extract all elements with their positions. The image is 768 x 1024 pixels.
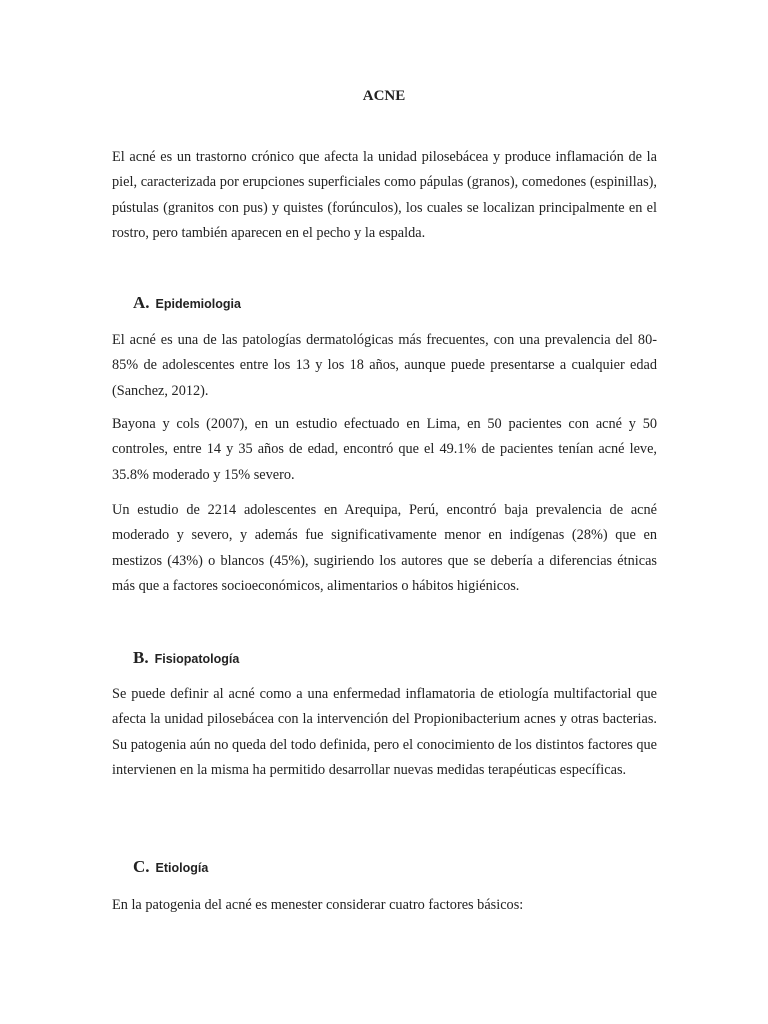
section-a-heading: [133, 293, 241, 313]
section-c-paragraph-1: En la patogenia del acné es menester considerar cuatro factores básicos:: [112, 897, 524, 913]
section-b-title: Fisiopatología: [154, 652, 240, 666]
section-b-letter: B.: [133, 648, 149, 667]
section-a-paragraph-2: Bayona y cols (2007), en un estudio efectuado en Lima, en 50 pacientes con acné y 50 controles, entre 14 y 35 años de edad, encontró que el 49.1% de pacientes tenían acné leve, 35.8% moderado y 15% severo.: [112, 416, 657, 483]
section-c-title: Etiología: [155, 861, 209, 875]
section-a-title: Epidemiologia: [155, 297, 241, 311]
section-a-letter: A.: [133, 293, 150, 312]
section-a-paragraph-3: Un estudio de 2214 adolescentes en Arequipa, Perú, encontró baja prevalencia de acné moderado y severo, y además fue significativamente menor en indígenas (28%) que en mestizos (43%) o blancos (45%), sugiriendo los autores que se debería a diferencias étnicas más que a factores socioeconómicos, alimentarios o hábitos higiénicos.: [112, 502, 657, 594]
section-c-letter: C.: [133, 857, 150, 876]
section-c-heading: [133, 857, 208, 877]
intro-paragraph: El acné es un trastorno crónico que afecta la unidad pilosebácea y produce inflamación de la piel, caracterizada por erupciones superficiales como pápulas (granos), comedones (espinillas), pústulas (granitos con pus) y quistes (forúnculos), los cuales se localizan principalmente en el rostro, pero también aparecen en el pecho y la espalda.: [112, 149, 657, 241]
section-b-heading: [133, 648, 239, 668]
document-title: ACNE: [362, 88, 406, 104]
section-b-paragraph-1: Se puede definir al acné como a una enfermedad inflamatoria de etiología multifactorial que afecta la unidad pilosebácea con la intervención del Propionibacterium acnes y otras bacterias. Su patogenia aún no queda del todo definida, pero el conocimiento de los distintos factores que intervienen en la misma ha permitido desarrollar nuevas medidas terapéuticas específicas.: [112, 686, 657, 778]
section-a-paragraph-1: El acné es una de las patologías dermatológicas más frecuentes, con una prevalencia del 80-85% de adolescentes entre los 13 y los 18 años, aunque puede presentarse a cualquier edad (Sanchez, 2012).: [112, 332, 657, 399]
